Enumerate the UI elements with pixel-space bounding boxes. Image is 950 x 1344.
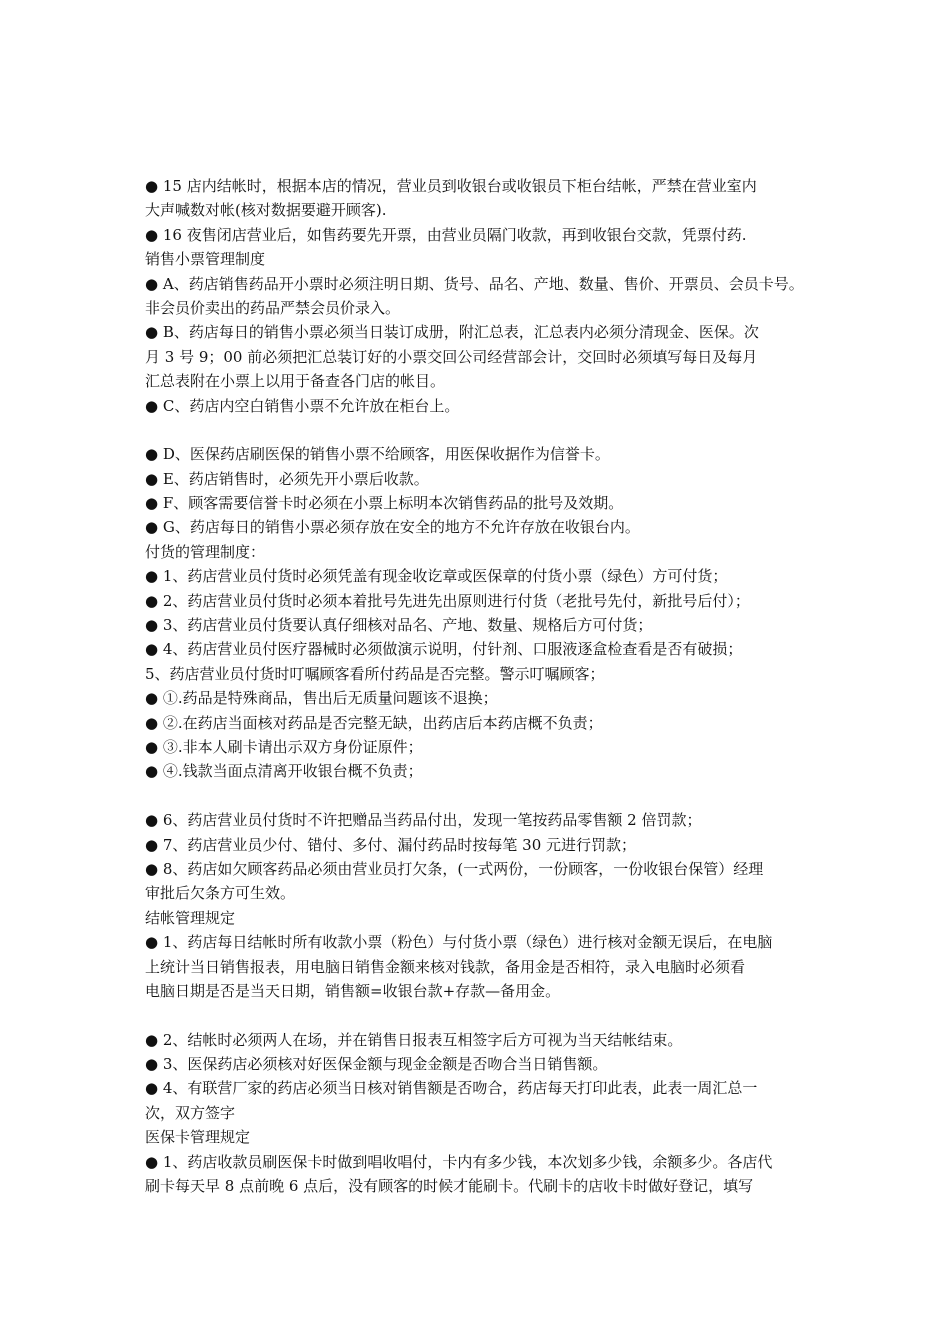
text-line: ● 15 店内结帐时，根据本店的情况，营业员到收银台或收银员下柜台结帐，严禁在营业室内 — [145, 177, 757, 195]
text-line: 电脑日期是否是当天日期，销售额=收银台款+存款—备用金。 — [145, 981, 561, 1000]
text-line: ● 16 夜售闭店营业后，如售药要先开票，由营业员隔门收款，再到收银台交款，凭票付药. — [145, 225, 747, 244]
text-line: 次，双方签字 — [145, 1103, 236, 1122]
text-line: 大声喊数对帐(核对数据要避开顾客). — [145, 201, 387, 220]
text-line: 上统计当日销售报表，用电脑日销售金额来核对钱款，备用金是否相符，录入电脑时必须看 — [145, 957, 746, 976]
blank-line — [145, 1003, 825, 1027]
text-line: ● ②.在药店当面核对药品是否完整无缺，出药店后本药店概不负责； — [145, 713, 603, 732]
text-line: 非会员价卖出的药品严禁会员价录入。 — [145, 298, 401, 317]
text-line: ● ④.钱款当面点清离开收银台概不负责； — [145, 762, 423, 781]
text-line: 汇总表附在小票上以用于备查各门店的帐目。 — [145, 372, 446, 391]
text-line: ● D、医保药店刷医保的销售小票不给顾客，用医保收据作为信誉卡。 — [145, 445, 610, 464]
text-line: ● B、药店每日的销售小票必须当日装订成册，附汇总表，汇总表内必须分清现金、医保。次 — [145, 323, 759, 342]
text-line: ● ③.非本人刷卡请出示双方身份证原件； — [145, 737, 423, 756]
text-line: 结帐管理规定 — [145, 908, 236, 927]
text-line: ● 1、药店每日结帐时所有收款小票（粉色）与付货小票（绿色）进行核对金额无误后，在电脑 — [145, 933, 773, 952]
text-line: ● F、顾客需要信誉卡时必须在小票上标明本次销售药品的批号及效期。 — [145, 494, 624, 513]
text-line: ● 1、药店营业员付货时必须凭盖有现金收讫章或医保章的付货小票（绿色）方可付货； — [145, 567, 728, 586]
text-line: ● 6、药店营业员付货时不许把赠品当药品付出，发现一笔按药品零售额 2 倍罚款； — [145, 811, 702, 830]
text-line: 5、药店营业员付货时叮嘱顾客看所付药品是否完整。警示叮嘱顾客； — [145, 664, 605, 683]
text-line: ● 3、医保药店必须核对好医保金额与现金金额是否吻合当日销售额。 — [145, 1055, 608, 1074]
blank-line — [145, 784, 825, 808]
text-line: 销售小票管理制度 — [145, 250, 266, 269]
text-line: 医保卡管理规定 — [145, 1128, 251, 1147]
text-line: ● A、药店销售药品开小票时必须注明日期、货号、品名、产地、数量、售价、开票员、会员卡号。 — [145, 274, 804, 293]
text-line: ● G、药店每日的销售小票必须存放在安全的地方不允许存放在收银台内。 — [145, 518, 640, 537]
blank-line — [145, 418, 825, 442]
text-line: ● 4、药店营业员付医疗器械时必须做演示说明，付针剂、口服液逐盒检查看是否有破损； — [145, 640, 743, 659]
text-line: 付货的管理制度： — [145, 542, 266, 561]
text-line: 审批后欠条方可生效。 — [145, 884, 296, 903]
text-line: 月 3 号 9；00 前必须把汇总装订好的小票交回公司经营部会计，交回时必须填写每日及每月 — [145, 347, 758, 366]
document-body — [145, 174, 825, 1198]
text-line: ● C、药店内空白销售小票不允许放在柜台上。 — [145, 396, 460, 415]
text-line: ● 2、结帐时必须两人在场，并在销售日报表互相签字后方可视为当天结帐结束。 — [145, 1030, 683, 1049]
text-line: ● E、药店销售时，必须先开小票后收款。 — [145, 469, 429, 488]
text-line: ● 3、药店营业员付货要认真仔细核对品名、产地、数量、规格后方可付货； — [145, 616, 653, 635]
text-line: ● 4、有联营厂家的药店必须当日核对销售额是否吻合，药店每天打印此表，此表一周汇总一 — [145, 1079, 758, 1098]
text-line: ● 2、药店营业员付货时必须本着批号先进先出原则进行付货（老批号先付，新批号后付）； — [145, 591, 750, 610]
text-line: 刷卡每天早 8 点前晚 6 点后，没有顾客的时候才能刷卡。代刷卡的店收卡时做好登记，填写 — [145, 1177, 754, 1196]
text-line: ● 1、药店收款员刷医保卡时做到唱收唱付，卡内有多少钱，本次划多少钱，余额多少。各店代 — [145, 1152, 773, 1171]
text-line: ● ①.药品是特殊商品，售出后无质量问题该不退换； — [145, 689, 498, 708]
text-line: ● 8、药店如欠顾客药品必须由营业员打欠条，(一式两份，一份顾客，一份收银台保管）经理 — [145, 859, 764, 878]
text-line: ● 7、药店营业员少付、错付、多付、漏付药品时按每笔 30 元进行罚款； — [145, 835, 637, 854]
